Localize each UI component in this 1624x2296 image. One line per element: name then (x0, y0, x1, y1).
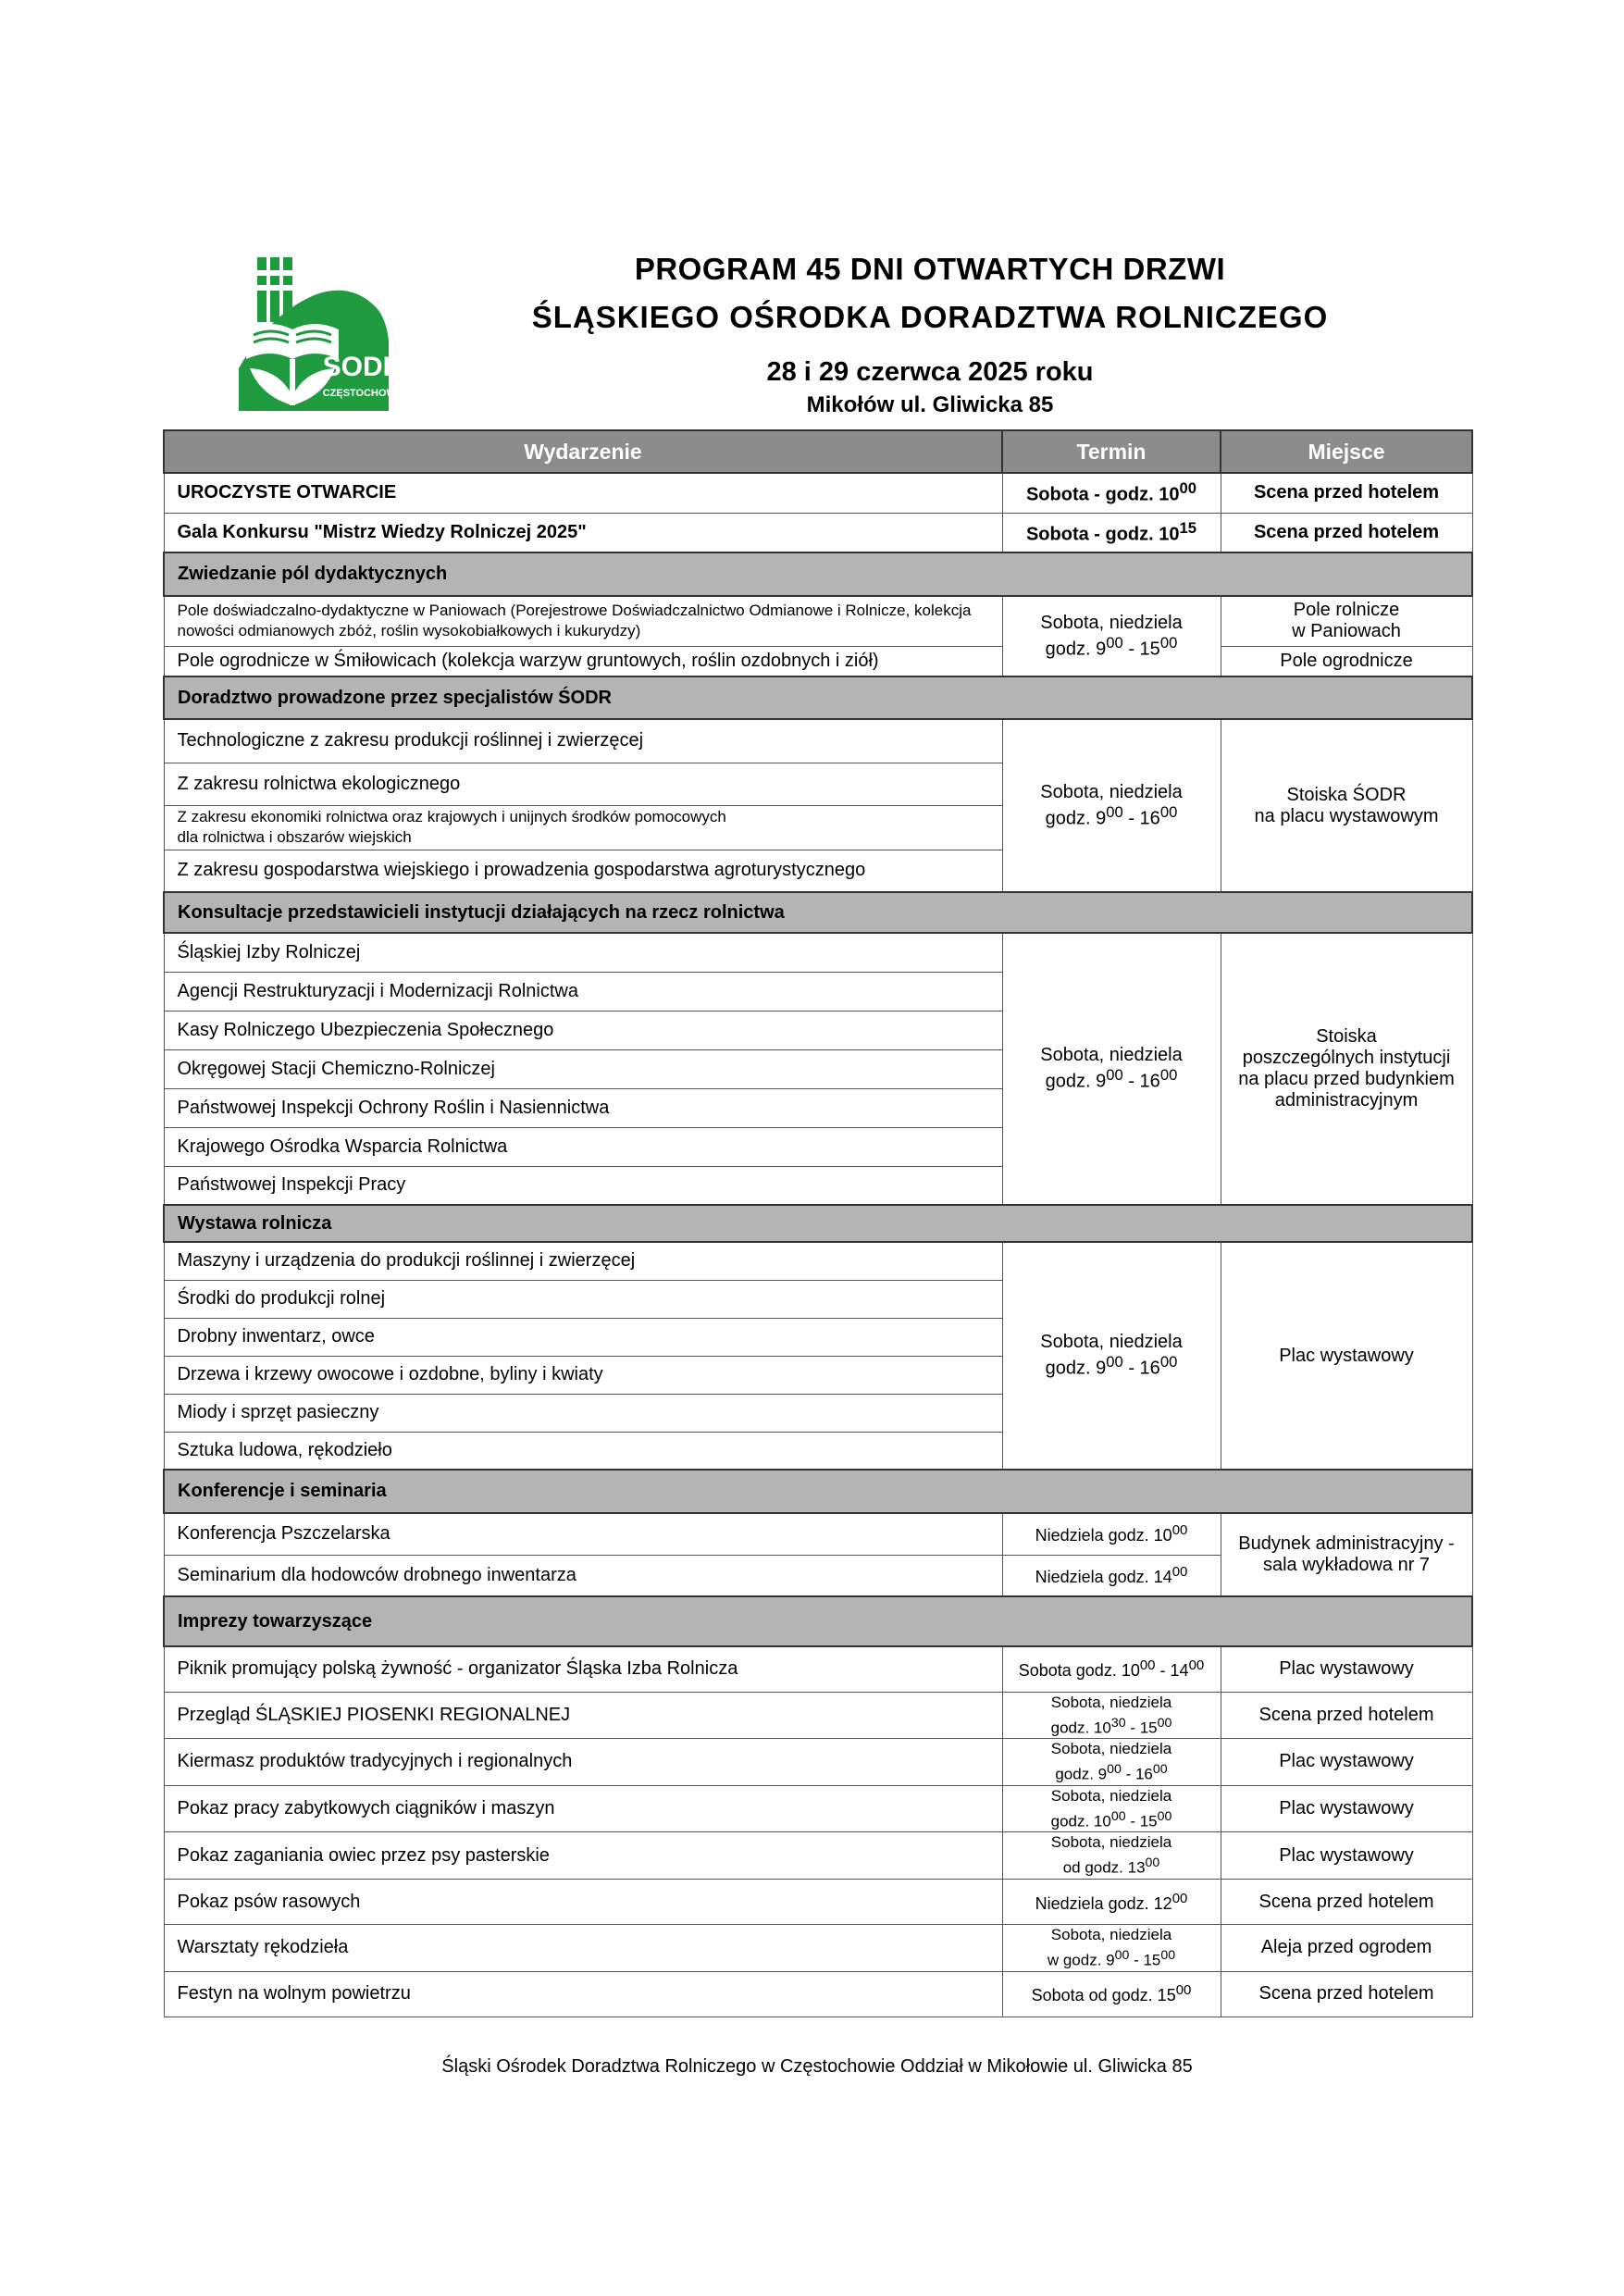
header-time: Termin (1002, 430, 1221, 473)
place-cell: Scena przed hotelem (1221, 513, 1472, 552)
event-cell: Z zakresu ekonomiki rolnictwa oraz krajowych i unijnych środków pomocowych dla rolnictwa i obszarów wiejskich (164, 805, 1002, 850)
event-location: Mikołów ul. Gliwicka 85 (806, 392, 1054, 417)
place-cell: Plac wystawowy (1221, 1832, 1472, 1880)
place-cell: Pole rolnicze w Paniowach (1221, 596, 1472, 646)
time-cell: Sobota, niedziela godz. $10^{30} - 15^{00}$ (1002, 1692, 1221, 1739)
time-cell: Sobota, niedziela godz. $9^{00} - 16^{00}$ (1002, 933, 1221, 1205)
event-cell: Pokaz zaganiania owiec przez psy pasterskie (164, 1832, 1002, 1880)
place-cell: Pole ogrodnicze (1221, 646, 1472, 676)
section-header: Imprezy towarzyszące (164, 1596, 1472, 1646)
title-line-1: PROGRAM 45 DNI OTWARTYCH DRZWI (634, 252, 1226, 286)
section-header: Wystawa rolnicza (164, 1205, 1472, 1242)
event-cell: Konferencja Pszczelarska (164, 1513, 1002, 1555)
section-header: Konferencje i seminaria (164, 1470, 1472, 1513)
section-header: Konsultacje przedstawicieli instytucji działających na rzecz rolnictwa (164, 892, 1472, 933)
time-cell: Sobota, niedziela godz. $9^{00} - 15^{00}$ (1002, 596, 1221, 676)
event-cell: Technologiczne z zakresu produkcji roślinnej i zwierzęcej (164, 719, 1002, 763)
event-cell: Środki do produkcji rolnej (164, 1280, 1002, 1318)
place-cell: Scena przed hotelem (1221, 1692, 1472, 1739)
time-cell: Sobota, niedziela godz. $9^{00} - 16^{00}$ (1002, 1739, 1221, 1786)
time-cell: Niedziela godz. $12^{00}$ (1002, 1880, 1221, 1925)
time-cell: Sobota - godz. $10^{00}$ (1002, 473, 1221, 513)
event-cell: Maszyny i urządzenia do produkcji roślinnej i zwierzęcej (164, 1242, 1002, 1280)
event-cell: Festyn na wolnym powietrzu (164, 1971, 1002, 2017)
event-cell: Państwowej Inspekcji Pracy (164, 1166, 1002, 1205)
footer-text: Śląski Ośrodek Doradztwa Rolniczego w Częstochowie Oddział w Mikołowie ul. Gliwicka 85 (441, 2056, 1193, 2077)
event-cell: Krajowego Ośrodka Wsparcia Rolnictwa (164, 1127, 1002, 1166)
place-cell: Plac wystawowy (1221, 1785, 1472, 1832)
header-place: Miejsce (1221, 430, 1472, 473)
event-cell: Pokaz pracy zabytkowych ciągników i maszyn (164, 1785, 1002, 1832)
place-cell: Stoiska ŚODR na placu wystawowym (1221, 719, 1472, 892)
place-cell: Aleja przed ogrodem (1221, 1925, 1472, 1972)
time-cell: Sobota, niedziela w godz. $9^{00} - 15^{00}$ (1002, 1925, 1221, 1972)
section-header: Zwiedzanie pól dydaktycznych (164, 552, 1472, 596)
event-date: 28 i 29 czerwca 2025 roku (766, 357, 1094, 387)
event-cell: Miody i sprzęt pasieczny (164, 1394, 1002, 1432)
event-cell: Pole doświadczalno-dydaktyczne w Paniowach (Porejestrowe Doświadczalnictwo Odmianowe i Rolnicze, kolekcja nowości odmianowych zbóż, roślin wysokobiałkowych i kukurydzy) (164, 596, 1002, 646)
time-cell: Niedziela godz. $14^{00}$ (1002, 1555, 1221, 1596)
time-cell: Sobota, niedziela godz. $9^{00} - 16^{00}$ (1002, 719, 1221, 892)
event-cell: Seminarium dla hodowców drobnego inwentarza (164, 1555, 1002, 1596)
place-cell: Plac wystawowy (1221, 1242, 1472, 1470)
time-cell: Sobota, niedziela godz. $9^{00} - 16^{00}$ (1002, 1242, 1221, 1470)
time-cell: Niedziela godz. $10^{00}$ (1002, 1513, 1221, 1555)
event-cell: Kasy Rolniczego Ubezpieczenia Społecznego (164, 1011, 1002, 1049)
event-cell: Gala Konkursu "Mistrz Wiedzy Rolniczej 2025" (164, 513, 1002, 552)
logo-text: ŚODR (322, 352, 403, 382)
section-header: Doradztwo prowadzone przez specjalistów ŚODR (164, 676, 1472, 719)
event-cell: Drobny inwentarz, owce (164, 1318, 1002, 1356)
place-cell: Scena przed hotelem (1221, 1880, 1472, 1925)
event-cell: Okręgowej Stacji Chemiczno-Rolniczej (164, 1049, 1002, 1088)
time-cell: Sobota - godz. $10^{15}$ (1002, 513, 1221, 552)
logo-subtext: CZĘSTOCHOWA (322, 388, 403, 399)
place-cell: Scena przed hotelem (1221, 1971, 1472, 2017)
event-cell: Warsztaty rękodzieła (164, 1925, 1002, 1972)
program-table (163, 429, 1473, 2017)
event-cell: Drzewa i krzewy owocowe i ozdobne, byliny i kwiaty (164, 1356, 1002, 1394)
event-cell: Państwowej Inspekcji Ochrony Roślin i Nasiennictwa (164, 1088, 1002, 1127)
event-cell: Pole ogrodnicze w Śmiłowicach (kolekcja warzyw gruntowych, roślin ozdobnych i ziół) (164, 646, 1002, 676)
time-cell: Sobota godz. $10^{00} - 14^{00}$ (1002, 1646, 1221, 1692)
event-cell: Śląskiej Izby Rolniczej (164, 933, 1002, 972)
time-cell: Sobota, niedziela od godz. $13^{00}$ (1002, 1832, 1221, 1880)
event-cell: Pokaz psów rasowych (164, 1880, 1002, 1925)
place-cell: Plac wystawowy (1221, 1646, 1472, 1692)
event-cell: Sztuka ludowa, rękodzieło (164, 1432, 1002, 1470)
place-cell: Stoiska poszczególnych instytucji na placu przed budynkiem administracyjnym (1221, 933, 1472, 1205)
event-cell: Przegląd ŚLĄSKIEJ PIOSENKI REGIONALNEJ (164, 1692, 1002, 1739)
place-cell: Budynek administracyjny - sala wykładowa nr 7 (1221, 1513, 1472, 1596)
event-cell: Agencji Restrukturyzacji i Modernizacji Rolnictwa (164, 972, 1002, 1011)
time-cell: Sobota od godz. $15^{00}$ (1002, 1971, 1221, 2017)
header-event: Wydarzenie (164, 430, 1002, 473)
event-cell: Piknik promujący polską żywność - organizator Śląska Izba Rolnicza (164, 1646, 1002, 1692)
time-cell: Sobota, niedziela godz. $10^{00} - 15^{00}$ (1002, 1785, 1221, 1832)
sodr-logo (233, 257, 403, 411)
place-cell: Scena przed hotelem (1221, 473, 1472, 513)
event-cell: Kiermasz produktów tradycyjnych i regionalnych (164, 1739, 1002, 1786)
event-cell: Z zakresu gospodarstwa wiejskiego i prowadzenia gospodarstwa agroturystycznego (164, 850, 1002, 892)
place-cell: Plac wystawowy (1221, 1739, 1472, 1786)
event-cell: UROCZYSTE OTWARCIE (164, 473, 1002, 513)
event-cell: Z zakresu rolnictwa ekologicznego (164, 763, 1002, 805)
title-line-2: ŚLĄSKIEGO OŚRODKA DORADZTWA ROLNICZEGO (531, 300, 1329, 334)
